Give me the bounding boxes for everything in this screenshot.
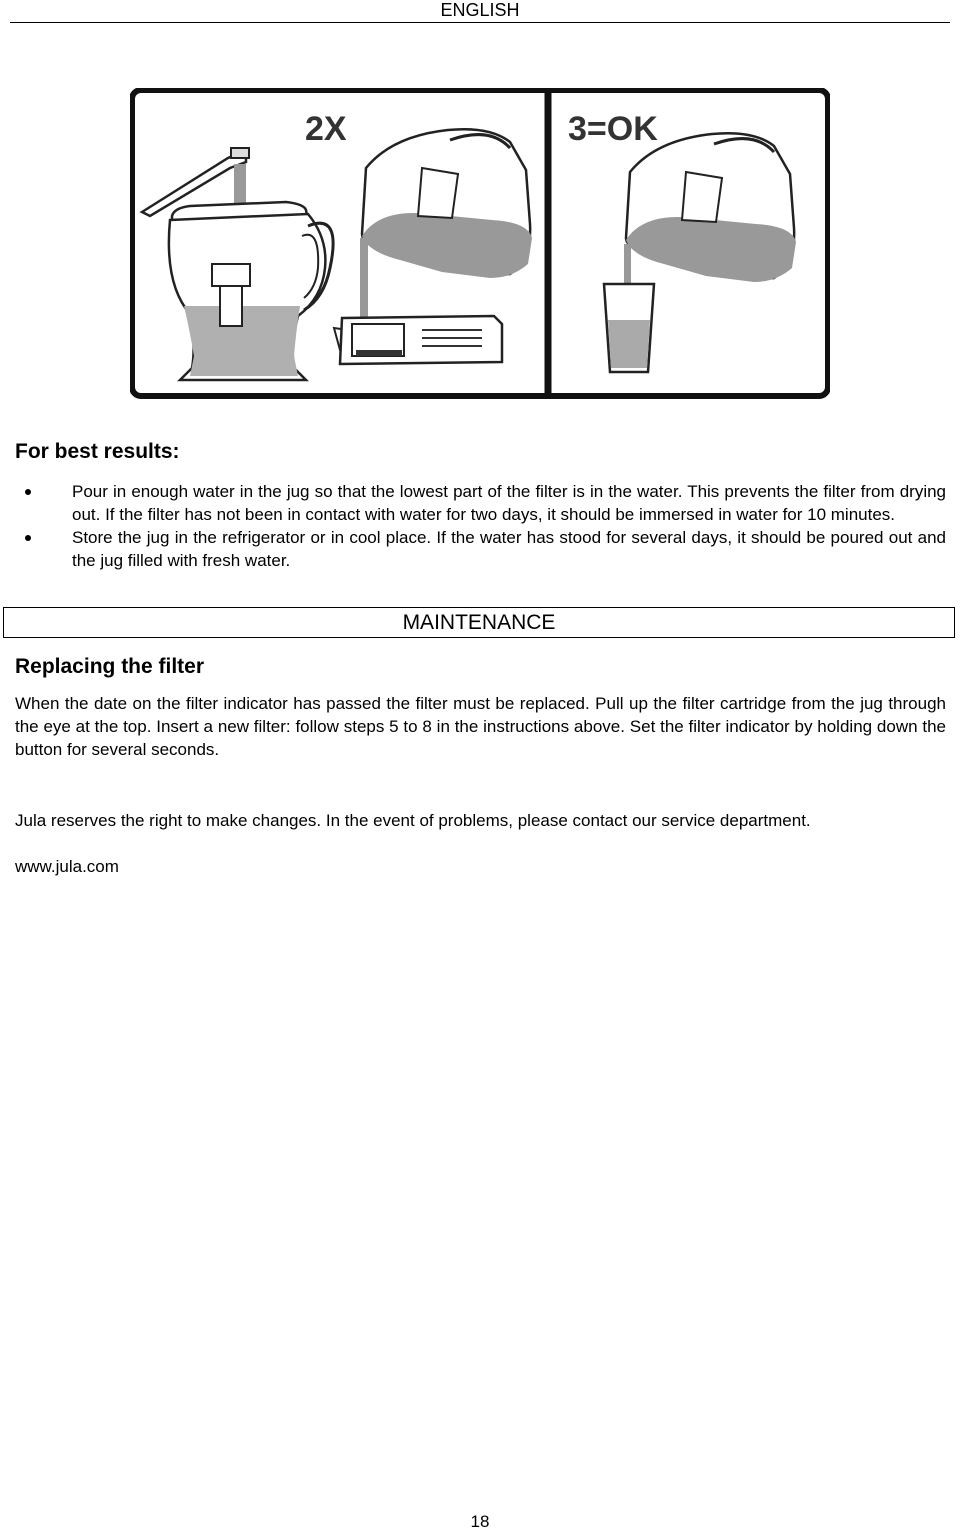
panel-right-label: 3=OK: [568, 110, 658, 148]
best-results-list: [0, 480, 960, 572]
replacing-filter-text: When the date on the filter indicator has passed the filter must be replaced. Pull up the filter cartridge from the jug through the eye at the top. Insert a new filter: follow steps 5 to 8 in the instructions above. Set the filter indicator by holding down the button for several seconds.: [15, 694, 946, 759]
header-divider: [10, 22, 950, 23]
filter-jug-illustration: [130, 88, 830, 400]
jula-disclaimer: Jula reserves the right to make changes. In the event of problems, please contact our service department.: [15, 811, 811, 830]
list-item-text: Store the jug in the refrigerator or in cool place. If the water has stood for several days, it should be poured out and the jug filled with fresh water.: [72, 528, 946, 570]
replacing-filter-heading: Replacing the filter: [15, 655, 205, 678]
list-item-text: Pour in enough water in the jug so that the lowest part of the filter is in the water. This prevents the filter from drying out. If the filter has not been in contact with water for two days, it should be immersed in water for 10 minutes.: [72, 482, 946, 524]
list-item: [0, 526, 960, 572]
bullet-icon: [25, 535, 31, 541]
page-header: ENGLISH: [440, 0, 520, 20]
jug-pouring-into-glass: [604, 133, 796, 372]
tap-filling-jug: [142, 148, 333, 380]
maintenance-title: MAINTENANCE: [402, 611, 556, 634]
panel-left-label: 2X: [305, 110, 347, 148]
jula-website-link[interactable]: www.jula.com: [15, 857, 119, 876]
best-results-heading: For best results:: [15, 440, 180, 463]
bullet-icon: [25, 489, 31, 495]
jug-pouring-into-sink: [334, 129, 532, 364]
maintenance-section-header: [3, 607, 955, 638]
page-number: 18: [470, 1512, 490, 1531]
list-item: [0, 480, 960, 526]
